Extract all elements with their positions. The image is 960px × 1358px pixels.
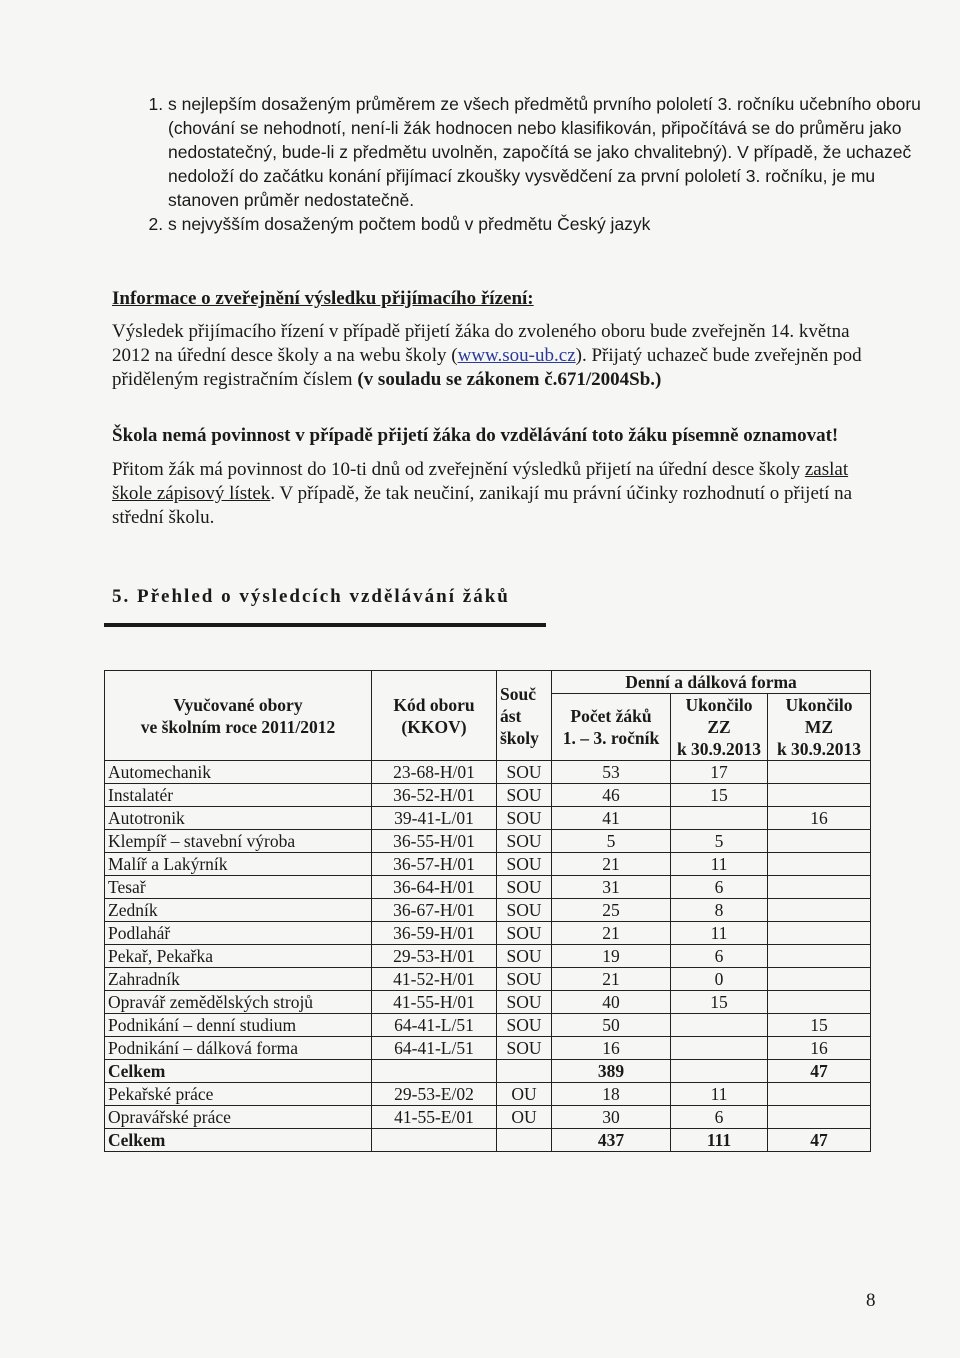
cell-mz [768,991,871,1014]
cell-pocet: 389 [552,1060,671,1083]
cell-soucast: SOU [497,899,552,922]
header-line: Kód oboru [393,694,475,715]
cell-zz [671,1060,768,1083]
cell-mz: 15 [768,1014,871,1037]
cell-pocet: 21 [552,922,671,945]
cell-mz: 16 [768,807,871,830]
header-zz [671,694,768,761]
cell-obor: Pekařské práce [105,1083,372,1106]
info-heading: Informace o zveřejnění výsledku přijímacího řízení: [112,288,534,309]
table-row [105,945,871,968]
info-text: Přitom žák má povinnost do 10-ti dnů od zveřejnění výsledků přijetí na úřední desce školy [112,459,805,480]
cell-zz: 6 [671,945,768,968]
header-line: ve školním roce 2011/2012 [140,716,336,737]
cell-kod: 36-67-H/01 [372,899,497,922]
cell-obor: Celkem [105,1060,372,1083]
results-table [104,670,871,1152]
cell-pocet: 41 [552,807,671,830]
cell-zz: 111 [671,1129,768,1152]
cell-obor: Podnikání – dálková forma [105,1037,372,1060]
cell-pocet: 50 [552,1014,671,1037]
cell-zz: 15 [671,784,768,807]
cell-mz [768,761,871,784]
cell-zz: 6 [671,876,768,899]
table-row [105,1014,871,1037]
cell-kod: 36-52-H/01 [372,784,497,807]
cell-mz [768,830,871,853]
header-pocet [552,694,671,761]
header-mz [768,694,871,761]
info-text: ). Přijatý uchazeč bude zveřejněn pod přiděleným registračním číslem [112,345,862,390]
cell-soucast: SOU [497,853,552,876]
cell-zz: 8 [671,899,768,922]
header-forma: Denní a dálková forma [552,671,871,694]
cell-soucast: SOU [497,991,552,1014]
criterion-item: 2. s nejvyšším dosaženým počtem bodů v předmětu Český jazyk [168,212,948,236]
page-number: 8 [866,1290,876,1311]
cell-pocet: 18 [552,1083,671,1106]
header-line: Souč [500,683,536,704]
header-line: k 30.9.2013 [776,739,862,759]
table-row [105,1037,871,1060]
header-line: MZ [804,717,834,737]
cell-kod: 29-53-H/01 [372,945,497,968]
header-line: školy [500,727,539,748]
cell-mz [768,784,871,807]
cell-obor: Celkem [105,1129,372,1152]
header-line: Ukončilo [685,695,753,715]
header-soucast [497,671,552,761]
table-row [105,1083,871,1106]
cell-obor: Podlahář [105,922,372,945]
cell-pocet: 53 [552,761,671,784]
cell-kod: 39-41-L/01 [372,807,497,830]
table-row [105,1106,871,1129]
table-row [105,830,871,853]
cell-soucast [497,1129,552,1152]
cell-mz [768,945,871,968]
cell-soucast: OU [497,1106,552,1129]
cell-kod: 36-64-H/01 [372,876,497,899]
header-obory [105,671,372,761]
table-row [105,876,871,899]
table-row [105,991,871,1014]
cell-kod: 41-52-H/01 [372,968,497,991]
cell-soucast: SOU [497,876,552,899]
cell-obor: Tesař [105,876,372,899]
cell-mz [768,1083,871,1106]
cell-mz [768,968,871,991]
cell-soucast: SOU [497,784,552,807]
info-text: . V případě, že tak neučiní, zanikají mu právní účinky rozhodnutí o přijetí na střední školu. [112,483,853,528]
cell-mz [768,1106,871,1129]
header-line: ZZ [707,717,731,737]
table-row [105,807,871,830]
info-paragraph-results [112,320,884,392]
cell-pocet: 21 [552,968,671,991]
table-row [105,853,871,876]
cell-pocet: 25 [552,899,671,922]
cell-zz: 11 [671,1083,768,1106]
cell-pocet: 21 [552,853,671,876]
header-line: 1. – 3. ročník [562,728,660,748]
cell-kod: 23-68-H/01 [372,761,497,784]
law-reference: (v souladu se zákonem č.671/2004Sb.) [357,369,662,390]
cell-obor: Opravářské práce [105,1106,372,1129]
cell-zz: 17 [671,761,768,784]
cell-obor: Zedník [105,899,372,922]
cell-zz [671,807,768,830]
table-row [105,922,871,945]
cell-kod: 29-53-E/02 [372,1083,497,1106]
cell-soucast: SOU [497,761,552,784]
notice-no-obligation: Škola nemá povinnost v případě přijetí žáka do vzdělávání toto žáku písemně oznamovat! [112,425,839,446]
cell-zz: 5 [671,830,768,853]
cell-soucast: SOU [497,830,552,853]
cell-obor: Automechanik [105,761,372,784]
cell-zz: 6 [671,1106,768,1129]
criterion-item: 1. s nejlepším dosaženým průměrem ze všech předmětů prvního pololetí 3. ročníku učebního oboru (chování se nehodnotí, není-li žák hodnocen nebo klasifikován, připočítává se do průměru jako nedostatečný, bude-li z předmětu uvolněn, započítá se jako chvalitebný). V případě, že uchazeč nedoloží do začátku konání přijímací zkoušky vysvědčení za první pololetí 3. ročníku, je mu stanoven průměr nedostatečně. [168,92,948,212]
cell-pocet: 40 [552,991,671,1014]
header-line: (KKOV) [401,716,467,737]
table-row [105,899,871,922]
cell-zz [671,1014,768,1037]
cell-soucast: SOU [497,945,552,968]
info-paragraph-enrollment [112,458,884,530]
cell-obor: Malíř a Lakýrník [105,853,372,876]
cell-kod: 36-55-H/01 [372,830,497,853]
cell-pocet: 46 [552,784,671,807]
school-website-link[interactable]: www.sou-ub.cz [457,345,576,366]
cell-mz [768,922,871,945]
cell-zz: 15 [671,991,768,1014]
cell-zz: 11 [671,853,768,876]
cell-mz [768,899,871,922]
cell-soucast: SOU [497,1014,552,1037]
cell-zz [671,1037,768,1060]
cell-pocet: 5 [552,830,671,853]
header-line: ást [500,705,522,726]
table-row [105,1060,871,1083]
cell-pocet: 30 [552,1106,671,1129]
cell-soucast: SOU [497,807,552,830]
cell-zz: 11 [671,922,768,945]
header-line: k 30.9.2013 [676,739,762,759]
cell-pocet: 437 [552,1129,671,1152]
cell-kod: 41-55-H/01 [372,991,497,1014]
cell-obor: Podnikání – denní studium [105,1014,372,1037]
cell-kod: 36-59-H/01 [372,922,497,945]
cell-pocet: 19 [552,945,671,968]
results-table-body [105,761,871,1152]
table-row [105,761,871,784]
cell-pocet: 31 [552,876,671,899]
admission-criteria-list [112,92,948,236]
header-kod [372,671,497,761]
cell-mz: 47 [768,1129,871,1152]
table-row [105,784,871,807]
cell-soucast: SOU [497,922,552,945]
info-text: Výsledek přijímacího řízení v případě přijetí žáka do zvoleného oboru bude zveřejněn 14. května 2012 na úřední desce školy a na webu školy ( [112,321,850,366]
header-line: Vyučované obory [173,694,303,715]
cell-soucast: SOU [497,968,552,991]
cell-kod: 36-57-H/01 [372,853,497,876]
cell-zz: 0 [671,968,768,991]
header-line: Ukončilo [785,695,853,715]
section-title: 5. Přehled o výsledcích vzdělávání žáků [112,586,510,607]
table-row [105,968,871,991]
table-row [105,1129,871,1152]
section-underline [104,623,546,627]
cell-obor: Pekař, Pekařka [105,945,372,968]
cell-kod: 64-41-L/51 [372,1037,497,1060]
cell-kod [372,1129,497,1152]
cell-mz: 16 [768,1037,871,1060]
cell-soucast [497,1060,552,1083]
cell-obor: Zahradník [105,968,372,991]
cell-kod: 64-41-L/51 [372,1014,497,1037]
cell-soucast: OU [497,1083,552,1106]
cell-kod [372,1060,497,1083]
header-line: Počet žáků [570,706,652,726]
cell-obor: Klempíř – stavební výroba [105,830,372,853]
cell-mz: 47 [768,1060,871,1083]
cell-soucast: SOU [497,1037,552,1060]
cell-obor: Autotronik [105,807,372,830]
enrollment-card-phrase: zaslat škole zápisový lístek [112,459,849,504]
cell-mz [768,876,871,899]
cell-obor: Opravář zemědělských strojů [105,991,372,1014]
cell-pocet: 16 [552,1037,671,1060]
cell-mz [768,853,871,876]
cell-kod: 41-55-E/01 [372,1106,497,1129]
cell-obor: Instalatér [105,784,372,807]
